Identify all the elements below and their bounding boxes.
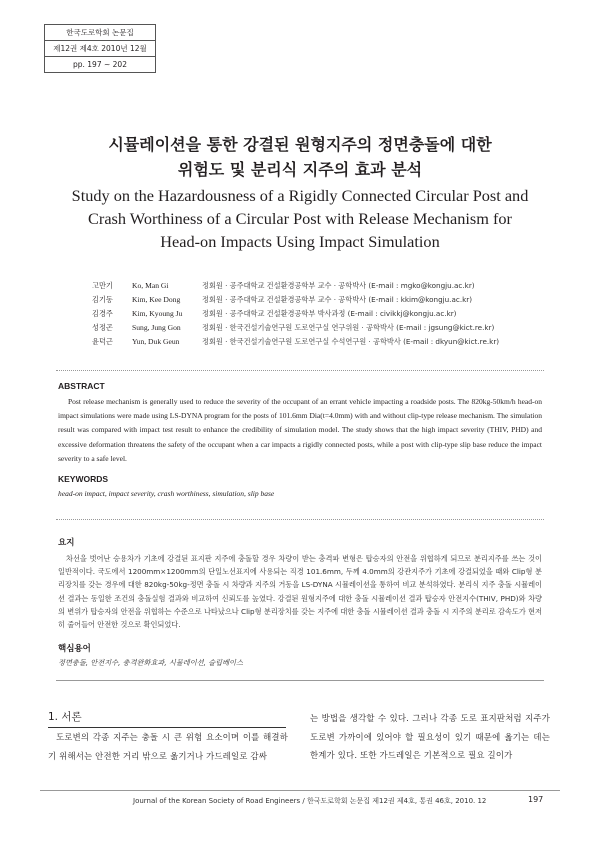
title-ko-line1: 시뮬레이션을 통한 강결된 원형지주의 정면충돌에 대한 <box>108 135 492 154</box>
author-name-en: Yun, Duk Geun <box>132 337 180 346</box>
author-name-ko: 윤덕근 <box>92 337 113 346</box>
footer-citation: Journal of the Korean Society of Road Engineers / 한국도로학회 논문집 제12권 제4호, 통권 46호, 2010. 12 <box>133 797 487 805</box>
author-affiliation: 정회원 · 공주대학교 건설환경공학부 교수 · 공학박사 (E-mail : kkim@kongju.ac.kr) <box>202 295 473 304</box>
kw-ko-text: 정면충돌, 안전지수, 충격완화효과, 시뮬레이션, 슬립베이스 <box>58 658 243 667</box>
yoji-heading: 요지 <box>58 538 75 548</box>
author-affiliation: 정회원 · 공주대학교 건설환경공학부 교수 · 공학박사 (E-mail : mgko@kongju.ac.kr) <box>202 281 475 290</box>
divider <box>56 519 544 520</box>
title-en-line1: Study on the Hazardousness of a Rigidly Connected Circular Post and <box>71 186 529 205</box>
intro-heading: 1. 서론 <box>48 711 82 723</box>
divider <box>56 680 544 681</box>
author-name-ko: 김경주 <box>92 309 113 318</box>
journal-pages: pp. 197 ~ 202 <box>73 60 127 69</box>
journal-info-box <box>44 24 156 73</box>
footer-rule <box>40 790 560 791</box>
journal-volume: 제12권 제4호 2010년 12월 <box>45 41 155 57</box>
author-affiliation: 정회원 · 공주대학교 건설환경공학부 박사과정 (E-mail : civikkj@kongju.ac.kr) <box>202 309 457 318</box>
keywords-heading: KEYWORDS <box>58 474 109 484</box>
abstract-heading: ABSTRACT <box>58 381 105 391</box>
title-en-line2: Crash Worthiness of a Circular Post with Release Mechanism for <box>88 209 512 228</box>
title-en-line3: Head-on Impacts Using Impact Simulation <box>160 232 440 251</box>
page-number: 197 <box>528 795 544 804</box>
author-name-en: Ko, Man Gi <box>132 281 169 290</box>
kw-ko-heading: 핵심용어 <box>58 644 91 654</box>
divider <box>56 370 544 371</box>
intro-left-column: 도로변의 각종 지주는 충돌 시 큰 위험 요소이며 이를 해결하기 위해서는 안전한 거리 밖으로 옮기거나 가드레일로 감싸 <box>48 732 288 761</box>
author-affiliation: 정회원 · 한국건설기술연구원 도로연구실 연구위원 · 공학박사 (E-mail : jgsung@kict.re.kr) <box>202 323 495 332</box>
author-name-ko: 성정곤 <box>92 323 113 332</box>
abstract-text: Post release mechanism is generally used to reduce the severity of the occupant of an errant vehicle impacting a roadside posts. The 820kg-50km/h head-on impact simulations were made using LS-DYNA program for the posts of 101.6mm Dia(t=4.0mm) with and without clip-type release mechanism. The simulation result was compared with impact test result to enhance the credibility of simulation model. The study shows that the high impact severity (THIV, PHD) and excessive deformation threatens the safety of the occupant when a car impacts a rigidly connected posts, while a post with clip-type slip base reduce the impact severity to a safe level. <box>58 397 542 463</box>
author-name-en: Sung, Jung Gon <box>132 323 181 332</box>
keywords-text: head-on impact, impact severity, crash worthiness, simulation, slip base <box>58 489 275 498</box>
author-name-en: Kim, Kyoung Ju <box>132 309 183 318</box>
author-affiliation: 정회원 · 한국건설기술연구원 도로연구실 수석연구원 · 공학박사 (E-mail : dkyun@kict.re.kr) <box>202 337 500 346</box>
author-name-ko: 김기동 <box>92 295 113 304</box>
journal-name: 한국도로학회 논문집 <box>45 25 155 41</box>
intro-right-column: 는 방법을 생각할 수 있다. 그러나 각종 도로 표지판처럼 지주가 도로변 가까이에 있어야 할 필요성이 있기 때문에 옮기는 데는 한계가 있다. 또한 가드레일은 기본적으로 필요 길이가 <box>310 713 550 760</box>
author-name-ko: 고만기 <box>92 281 113 290</box>
title-ko-line2: 위험도 및 분리식 지주의 효과 분석 <box>177 160 423 179</box>
author-name-en: Kim, Kee Dong <box>132 295 181 304</box>
yoji-text: 차선을 벗어난 승용차가 기초에 강결된 표지판 지주에 충돌할 경우 차량이 받는 충격파 변형은 탑승자의 안전을 위협하게 되므로 분리지주를 쓰는 것이 일반적이다. 국도에서 1200mm×1200mm의 단일노선표지에 사용되는 직경 101.6mm, 두께 4.0mm의 강관지주가 기초에 강결되었을 때와 Clip형 분리장치를 갖는 경우에 대한 820kg-50kg-정면 충돌 시 차량과 지주의 거동을 LS-DYNA 시뮬레이션을 통하여 비교 분석하였다. 분리식 지주 충돌 시뮬레이션 결과는 동일한 조건의 충돌실험 결과와 비교하여 신뢰도를 높였다. 강결된 원형지주에 대한 충돌 시뮬레이션 결과 탑승자 안전지수(THIV, PHD)와 차량의 변위가 탑승자의 안전을 위협하는 수준으로 나타났으나 Clip형 분리장치를 갖는 지주에 대한 충돌 시뮬레이션 결과 충돌 시 지주의 분리로 감속도가 현저히 줄어들어 안전한 것으로 확인되었다. <box>58 554 542 630</box>
